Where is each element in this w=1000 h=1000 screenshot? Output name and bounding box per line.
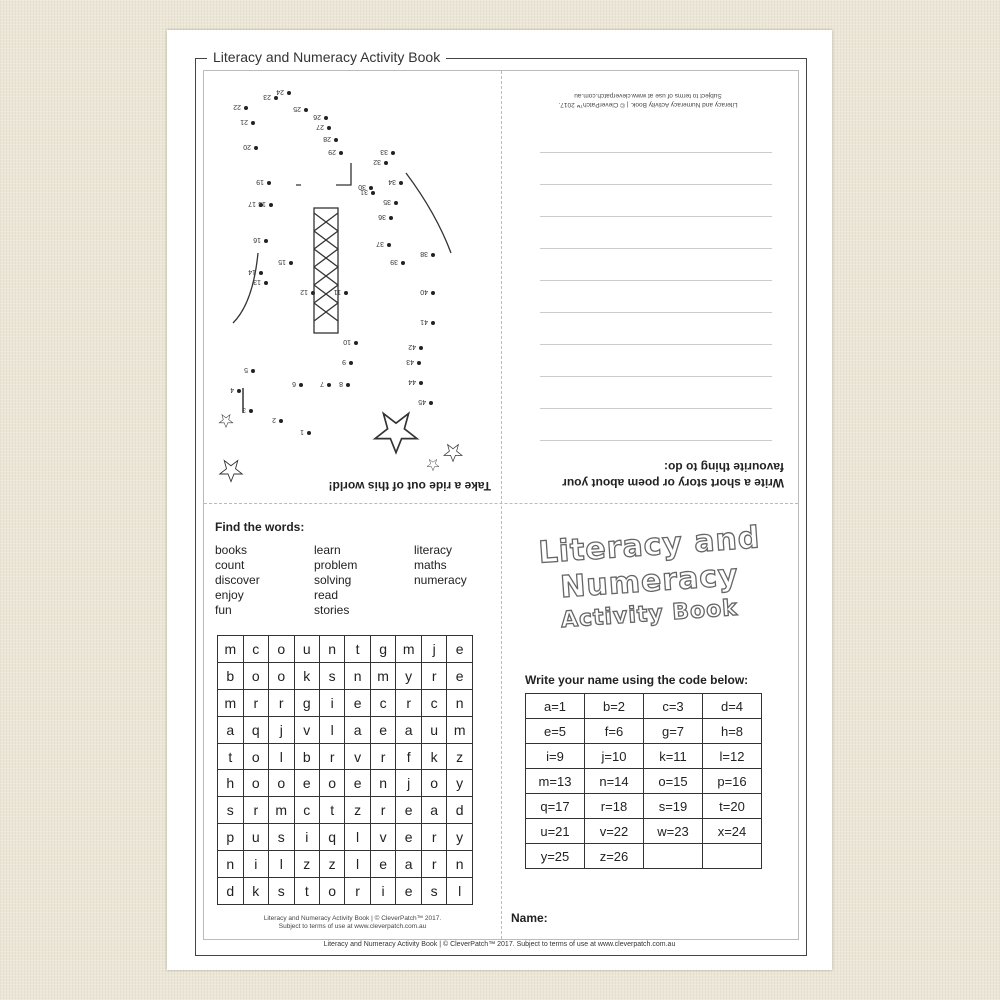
code-row	[526, 819, 762, 844]
grid-letter-cell[interactable]: s	[421, 878, 446, 905]
grid-letter-cell[interactable]: y	[447, 770, 473, 797]
grid-letter-cell[interactable]: n	[370, 770, 396, 797]
grid-letter-cell[interactable]: n	[345, 662, 370, 689]
writing-line[interactable]	[540, 152, 772, 153]
sheet-footer: Literacy and Numeracy Activity Book | © CleverPatch™ 2017. Subject to terms of use at www.cleverpatch.com.au	[323, 941, 676, 948]
grid-letter-cell[interactable]: s	[218, 797, 244, 824]
word-search-copyright-line: Subject to terms of use at www.cleverpatch.com.au	[278, 923, 427, 930]
dot-point	[244, 106, 248, 110]
grid-letter-cell[interactable]: i	[319, 689, 344, 716]
grid-letter-cell[interactable]: s	[268, 878, 294, 905]
grid-letter-cell[interactable]: r	[421, 662, 446, 689]
dot-point	[267, 181, 271, 185]
grid-letter-cell[interactable]: r	[243, 797, 268, 824]
grid-letter-cell[interactable]: y	[396, 662, 422, 689]
grid-letter-cell[interactable]: h	[218, 770, 244, 797]
dot-point	[431, 291, 435, 295]
writing-line[interactable]	[540, 408, 772, 409]
dot-number-label: 22	[233, 103, 241, 110]
grid-letter-cell[interactable]: a	[396, 716, 422, 743]
name-label: Name:	[511, 911, 548, 925]
story-copyright-line: Literacy and Numeracy Activity Book. | © CleverPatch™ 2017.	[558, 101, 738, 108]
dot-point	[369, 186, 373, 190]
dot-point	[307, 431, 311, 435]
word-list	[215, 543, 495, 618]
code-instructions: Write your name using the code below:	[525, 673, 749, 687]
grid-letter-cell[interactable]: m	[268, 797, 294, 824]
word-search-copyright-line: Literacy and Numeracy Activity Book | © CleverPatch™ 2017.	[263, 915, 442, 922]
grid-letter-cell[interactable]: b	[294, 743, 319, 770]
grid-row	[218, 662, 473, 689]
dot-point	[289, 261, 293, 265]
cover-panel	[501, 503, 798, 939]
dot-number-label: 1	[300, 428, 304, 435]
star-icon	[375, 413, 417, 452]
cover-title-line: Numeracy	[559, 557, 740, 606]
code-cell: n=14	[585, 769, 644, 794]
word-list-item: stories	[314, 603, 350, 617]
dot-number-label: 43	[406, 358, 414, 365]
code-cell: f=6	[585, 719, 644, 744]
grid-letter-cell[interactable]: f	[396, 743, 422, 770]
grid-letter-cell[interactable]: i	[243, 851, 268, 878]
star-icon	[427, 459, 439, 470]
dot-to-dot-drawing	[204, 71, 501, 503]
grid-letter-cell[interactable]: v	[294, 716, 319, 743]
grid-letter-cell[interactable]: e	[396, 797, 422, 824]
dot-number-label: 30	[358, 183, 366, 190]
grid-row	[218, 824, 473, 851]
dot-point	[334, 138, 338, 142]
grid-letter-cell[interactable]: o	[243, 743, 268, 770]
grid-letter-cell[interactable]: e	[345, 770, 370, 797]
grid-letter-cell[interactable]: a	[218, 716, 244, 743]
code-cell	[703, 844, 762, 869]
dot-number-label: 34	[388, 178, 396, 185]
word-list-item: solving	[314, 573, 352, 587]
grid-letter-cell[interactable]: r	[243, 689, 268, 716]
code-row	[526, 844, 762, 869]
grid-letter-cell[interactable]: a	[345, 716, 370, 743]
grid-letter-cell[interactable]: q	[319, 824, 344, 851]
code-cell: m=13	[526, 769, 585, 794]
grid-letter-cell[interactable]: k	[294, 662, 319, 689]
dot-point	[287, 91, 291, 95]
grid-letter-cell[interactable]: e	[345, 689, 370, 716]
grid-letter-cell[interactable]: g	[294, 689, 319, 716]
word-list-item: numeracy	[414, 573, 467, 587]
dot-number-label: 29	[328, 148, 336, 155]
grid-letter-cell[interactable]: n	[319, 636, 344, 663]
dot-number-label: 39	[390, 258, 398, 265]
dot-number-label: 38	[420, 250, 428, 257]
grid-letter-cell[interactable]: s	[268, 824, 294, 851]
grid-row	[218, 770, 473, 797]
dot-number-label: 35	[383, 198, 391, 205]
grid-letter-cell[interactable]: s	[319, 662, 344, 689]
grid-letter-cell[interactable]: m	[447, 716, 473, 743]
grid-letter-cell[interactable]: o	[268, 770, 294, 797]
grid-letter-cell[interactable]: t	[345, 636, 370, 663]
dot-number-label: 17	[248, 200, 256, 207]
dot-point	[391, 151, 395, 155]
dot-point	[346, 383, 350, 387]
code-cell: h=8	[703, 719, 762, 744]
code-row	[526, 794, 762, 819]
dot-point	[249, 409, 253, 413]
code-cell: p=16	[703, 769, 762, 794]
grid-letter-cell[interactable]: u	[243, 824, 268, 851]
grid-letter-cell[interactable]: k	[243, 878, 268, 905]
code-cell: c=3	[644, 694, 703, 719]
writing-line[interactable]	[540, 312, 772, 313]
dot-number-label: 2	[272, 416, 276, 423]
dot-number-label: 31	[360, 188, 368, 195]
dot-number-label: 20	[243, 143, 251, 150]
dot-number-label: 45	[418, 398, 426, 405]
code-cell	[644, 844, 703, 869]
grid-letter-cell[interactable]: e	[396, 878, 422, 905]
word-list-item: discover	[215, 573, 260, 587]
dot-number-label: 10	[343, 338, 351, 345]
grid-letter-cell[interactable]: r	[345, 878, 370, 905]
grid-letter-cell[interactable]: c	[421, 689, 446, 716]
dot-point	[259, 271, 263, 275]
grid-letter-cell[interactable]: r	[319, 743, 344, 770]
code-row	[526, 694, 762, 719]
dot-number-label: 19	[256, 178, 264, 185]
dot-point	[264, 281, 268, 285]
grid-letter-cell[interactable]: l	[345, 851, 370, 878]
grid-letter-cell[interactable]: r	[370, 743, 396, 770]
code-row	[526, 769, 762, 794]
dot-number-label: 23	[263, 93, 271, 100]
dot-point	[389, 216, 393, 220]
code-cell: l=12	[703, 744, 762, 769]
dot-number-label: 27	[316, 123, 324, 130]
dot-number-label: 25	[293, 105, 301, 112]
code-cell: b=2	[585, 694, 644, 719]
dot-point	[419, 381, 423, 385]
code-cell: a=1	[526, 694, 585, 719]
code-cell: y=25	[526, 844, 585, 869]
grid-letter-cell[interactable]: l	[268, 743, 294, 770]
word-search-title: Find the words:	[215, 520, 305, 534]
dot-number-label: 21	[240, 118, 248, 125]
word-search-grid	[217, 635, 473, 905]
grid-letter-cell[interactable]: m	[218, 689, 244, 716]
code-cell: r=18	[585, 794, 644, 819]
dot-to-dot-panel	[204, 71, 501, 503]
code-cell: z=26	[585, 844, 644, 869]
dot-number-label: 7	[320, 380, 324, 387]
grid-row	[218, 636, 473, 663]
dot-point	[251, 369, 255, 373]
dot-number-label: 11	[333, 288, 341, 295]
grid-letter-cell[interactable]: r	[421, 851, 446, 878]
grid-letter-cell[interactable]: i	[294, 824, 319, 851]
code-cell: w=23	[644, 819, 703, 844]
dot-point	[431, 321, 435, 325]
dot-number-label: 15	[278, 258, 286, 265]
grid-letter-cell[interactable]: m	[370, 662, 396, 689]
grid-letter-cell[interactable]: r	[421, 824, 446, 851]
story-copyright-line: Subject to terms of use at www.cleverpatch.com.au	[574, 92, 722, 99]
grid-letter-cell[interactable]: z	[294, 851, 319, 878]
sheet-title: Literacy and Numeracy Activity Book	[207, 49, 446, 65]
grid-letter-cell[interactable]: k	[421, 743, 446, 770]
writing-line[interactable]	[540, 216, 772, 217]
grid-letter-cell[interactable]: v	[370, 824, 396, 851]
grid-row	[218, 716, 473, 743]
grid-letter-cell[interactable]: l	[447, 878, 473, 905]
dot-number-label: 9	[342, 358, 346, 365]
grid-letter-cell[interactable]: t	[218, 743, 244, 770]
grid-letter-cell[interactable]: n	[447, 851, 473, 878]
word-list-item: enjoy	[215, 588, 244, 602]
dot-point	[387, 243, 391, 247]
activity-sheet	[167, 30, 832, 970]
grid-row	[218, 851, 473, 878]
dot-panel-title: Take a ride out of this world!	[328, 479, 491, 493]
code-cell: o=15	[644, 769, 703, 794]
grid-letter-cell[interactable]: j	[421, 636, 446, 663]
dot-point	[299, 383, 303, 387]
dot-point	[429, 401, 433, 405]
grid-letter-cell[interactable]: m	[218, 636, 244, 663]
dot-point	[264, 239, 268, 243]
grid-letter-cell[interactable]: e	[370, 851, 396, 878]
dot-point	[327, 126, 331, 130]
grid-row	[218, 743, 473, 770]
dot-number-label: 13	[253, 278, 261, 285]
code-cell: s=19	[644, 794, 703, 819]
grid-row	[218, 689, 473, 716]
cover-title-line: Activity Book	[560, 595, 739, 634]
star-icon	[220, 461, 243, 482]
dot-number-label: 40	[420, 288, 428, 295]
grid-letter-cell[interactable]: e	[447, 636, 473, 663]
grid-letter-cell[interactable]: e	[447, 662, 473, 689]
rocket-tower-shape	[233, 163, 501, 503]
grid-letter-cell[interactable]: r	[268, 689, 294, 716]
grid-row	[218, 797, 473, 824]
grid-letter-cell[interactable]: c	[370, 689, 396, 716]
code-cell: d=4	[703, 694, 762, 719]
dot-number-label: 3	[242, 406, 246, 413]
grid-letter-cell[interactable]: o	[243, 662, 268, 689]
dot-point	[279, 419, 283, 423]
dot-number-label: 14	[248, 268, 256, 275]
dot-point	[254, 146, 258, 150]
writing-line[interactable]	[540, 184, 772, 185]
code-cell: g=7	[644, 719, 703, 744]
code-row	[526, 719, 762, 744]
dot-number-label: 28	[323, 135, 331, 142]
dot-number-label: 24	[276, 88, 284, 95]
dot-point	[354, 341, 358, 345]
dot-number-label: 37	[376, 240, 384, 247]
grid-letter-cell[interactable]: v	[345, 743, 370, 770]
grid-letter-cell[interactable]: b	[218, 662, 244, 689]
word-list-item: maths	[414, 558, 447, 572]
star-shapes	[219, 413, 462, 481]
grid-letter-cell[interactable]: e	[396, 824, 422, 851]
writing-line[interactable]	[540, 440, 772, 441]
dot-point	[274, 96, 278, 100]
dot-point	[349, 361, 353, 365]
grid-letter-cell[interactable]: t	[319, 797, 344, 824]
grid-letter-cell[interactable]: y	[447, 824, 473, 851]
word-list-item: problem	[314, 558, 358, 572]
star-icon	[444, 445, 462, 462]
grid-letter-cell[interactable]: a	[396, 851, 422, 878]
grid-letter-cell[interactable]: u	[421, 716, 446, 743]
grid-letter-cell[interactable]: j	[268, 716, 294, 743]
story-panel	[501, 71, 798, 503]
code-cell: e=5	[526, 719, 585, 744]
dot-point	[339, 151, 343, 155]
dot-point	[399, 181, 403, 185]
story-prompt: Write a short story or poem about your favourite thing to do:	[562, 460, 784, 490]
dot-number-label: 8	[339, 380, 343, 387]
word-search-copyright	[204, 915, 501, 931]
dot-point	[237, 389, 241, 393]
code-cell: x=24	[703, 819, 762, 844]
word-list-item: read	[314, 588, 339, 602]
dot-number-label: 16	[253, 236, 261, 243]
grid-letter-cell[interactable]: j	[396, 770, 422, 797]
grid-letter-cell[interactable]: u	[294, 636, 319, 663]
dot-point	[269, 203, 273, 207]
grid-letter-cell[interactable]: r	[396, 689, 422, 716]
code-row	[526, 744, 762, 769]
word-list-item: count	[215, 558, 245, 572]
grid-row	[218, 878, 473, 905]
dot-number-label: 5	[244, 366, 248, 373]
word-list-item: fun	[215, 603, 232, 617]
writing-line[interactable]	[540, 344, 772, 345]
dot-point	[384, 161, 388, 165]
cover-title-line: Literacy and	[537, 520, 762, 571]
dot-point	[304, 108, 308, 112]
dot-point	[419, 346, 423, 350]
grid-letter-cell[interactable]: o	[319, 878, 344, 905]
dot-number-label: 6	[292, 380, 296, 387]
grid-letter-cell[interactable]: z	[319, 851, 344, 878]
dot-point	[394, 201, 398, 205]
code-cell: v=22	[585, 819, 644, 844]
dot-point	[417, 361, 421, 365]
star-icon	[219, 415, 233, 428]
grid-letter-cell[interactable]: d	[447, 797, 473, 824]
grid-letter-cell[interactable]: z	[447, 743, 473, 770]
grid-letter-cell[interactable]: n	[447, 689, 473, 716]
cover-title	[501, 520, 798, 634]
dot-point	[371, 191, 375, 195]
word-list-item: literacy	[414, 543, 453, 557]
dot-number-label: 42	[408, 343, 416, 350]
grid-letter-cell[interactable]: m	[396, 636, 422, 663]
dot-layer	[230, 88, 435, 435]
dot-number-label: 26	[313, 113, 321, 120]
grid-letter-cell[interactable]: g	[370, 636, 396, 663]
dot-number-label: 12	[300, 288, 308, 295]
grid-letter-cell[interactable]: q	[243, 716, 268, 743]
grid-letter-cell[interactable]: e	[370, 716, 396, 743]
dot-number-label: 32	[373, 158, 381, 165]
code-cell: i=9	[526, 744, 585, 769]
code-cell: q=17	[526, 794, 585, 819]
word-list-item: learn	[314, 543, 341, 557]
letter-code-table	[525, 693, 762, 869]
grid-letter-cell[interactable]: c	[294, 797, 319, 824]
fold-panels	[203, 70, 799, 940]
grid-letter-cell[interactable]: l	[345, 824, 370, 851]
grid-letter-cell[interactable]: l	[319, 716, 344, 743]
code-cell: j=10	[585, 744, 644, 769]
grid-letter-cell[interactable]: o	[243, 770, 268, 797]
grid-letter-cell[interactable]: o	[421, 770, 446, 797]
dot-number-label: 4	[230, 386, 234, 393]
grid-letter-cell[interactable]: o	[268, 662, 294, 689]
dot-number-label: 44	[408, 378, 416, 385]
grid-letter-cell[interactable]: r	[370, 797, 396, 824]
word-list-item: books	[215, 543, 248, 557]
dot-point	[251, 121, 255, 125]
grid-letter-cell[interactable]: c	[243, 636, 268, 663]
writing-line[interactable]	[540, 280, 772, 281]
grid-letter-cell[interactable]: o	[268, 636, 294, 663]
grid-letter-cell[interactable]: z	[345, 797, 370, 824]
dot-point	[327, 383, 331, 387]
dot-point	[431, 253, 435, 257]
grid-letter-cell[interactable]: o	[319, 770, 344, 797]
grid-letter-cell[interactable]: a	[421, 797, 446, 824]
code-cell: k=11	[644, 744, 703, 769]
grid-letter-cell[interactable]: d	[218, 878, 244, 905]
grid-letter-cell[interactable]: l	[268, 851, 294, 878]
dot-number-label: 36	[378, 213, 386, 220]
writing-line[interactable]	[540, 248, 772, 249]
grid-letter-cell[interactable]: n	[218, 851, 244, 878]
dot-number-label: 18	[258, 200, 266, 207]
writing-line[interactable]	[540, 376, 772, 377]
dot-number-label: 41	[420, 318, 428, 325]
grid-letter-cell[interactable]: e	[294, 770, 319, 797]
code-cell: t=20	[703, 794, 762, 819]
dot-point	[401, 261, 405, 265]
word-search-panel	[204, 503, 501, 939]
dot-point	[324, 116, 328, 120]
story-copyright	[538, 91, 758, 109]
grid-letter-cell[interactable]: i	[370, 878, 396, 905]
grid-letter-cell[interactable]: p	[218, 824, 244, 851]
code-cell: u=21	[526, 819, 585, 844]
dot-number-label: 33	[380, 148, 388, 155]
grid-letter-cell[interactable]: t	[294, 878, 319, 905]
dot-point	[344, 291, 348, 295]
